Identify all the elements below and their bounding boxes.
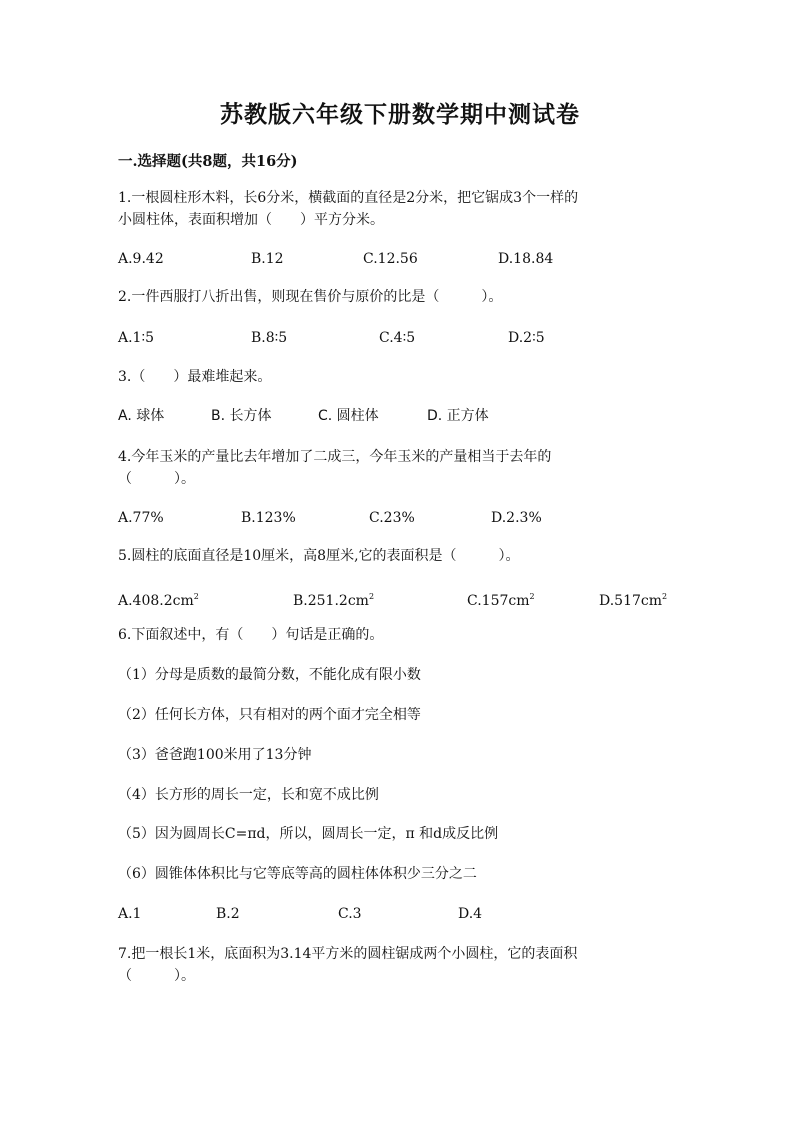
q1-option-a: A.9.42 [118, 251, 164, 267]
question-4-line-1: 4.今年玉米的产量比去年增加了二成三，今年玉米的产量相当于去年的 [118, 449, 552, 465]
q2-option-c: C.4∶5 [379, 330, 416, 346]
q2-option-a: A.1∶5 [118, 330, 155, 346]
section-heading: 一.选择题(共8题，共16分) [118, 153, 298, 170]
square-superscript: 2 [662, 592, 668, 601]
q6-option-b: B.2 [216, 906, 240, 922]
q3-option-a: A. 球体 [118, 408, 165, 424]
question-1-line-1: 1.一根圆柱形木料，长6分米，横截面的直径是2分米，把它锯成3个一样的 [118, 190, 579, 206]
q6-statement-5: （5）因为圆周长C=πd，所以，圆周长一定，π 和d成反比例 [118, 826, 499, 842]
question-1-line-2: 小圆柱体，表面积增加（ ）平方分米。 [118, 212, 384, 228]
q5-option-d-text: D.517cm [599, 593, 663, 609]
question-4-line-2: （ ）。 [118, 471, 195, 487]
q1-option-d: D.18.84 [498, 251, 554, 267]
q6-statement-4: （4）长方形的周长一定，长和宽不成比例 [118, 787, 379, 803]
question-7-line-2: （ ）。 [118, 968, 195, 984]
q4-option-b: B.123% [241, 510, 296, 526]
question-5-line-1: 5.圆柱的底面直径是10厘米，高8厘米,它的表面积是（ ）。 [118, 548, 520, 564]
q4-option-a: A.77% [118, 510, 164, 526]
q5-option-b [293, 587, 374, 611]
q3-option-b: B. 长方体 [211, 408, 272, 424]
q4-option-d: D.2.3% [491, 510, 542, 526]
square-superscript: 2 [368, 592, 375, 601]
square-superscript: 2 [529, 592, 535, 601]
q2-option-b: B.8∶5 [251, 330, 288, 346]
q6-statement-6: （6）圆锥体体积比与它等底等高的圆柱体体积少三分之二 [118, 866, 477, 882]
q3-option-d: D. 正方体 [427, 408, 489, 424]
q5-option-b-text: B.251.2cm [293, 593, 369, 609]
q6-option-c: C.3 [338, 906, 362, 922]
page-title: 苏教版六年级下册数学期中测试卷 [220, 101, 580, 128]
q1-option-c: C.12.56 [363, 251, 418, 267]
q5-option-c [467, 587, 535, 611]
q6-statement-3: （3）爸爸跑100米用了13分钟 [118, 747, 312, 763]
question-7-line-1: 7.把一根长1米，底面积为3.14平方米的圆柱锯成两个小圆柱，它的表面积 [118, 946, 578, 962]
q4-option-c: C.23% [369, 510, 415, 526]
square-superscript: 2 [193, 592, 199, 601]
question-2-line-1: 2.一件西服打八折出售，则现在售价与原价的比是（ ）。 [118, 289, 503, 305]
q6-option-d: D.4 [458, 906, 483, 922]
q5-option-c-text: C.157cm [467, 593, 530, 609]
question-6-line-1: 6.下面叙述中，有（ ）句话是正确的。 [118, 627, 384, 643]
question-3-line-1: 3.（ ）最难堆起来。 [118, 369, 272, 385]
q5-option-a-text: A.408.2cm [118, 593, 194, 609]
q1-option-b: B.12 [251, 251, 284, 267]
q5-option-a [118, 587, 199, 611]
q6-option-a: A.1 [118, 906, 142, 922]
q5-option-d [599, 587, 667, 611]
q3-option-c: C. 圆柱体 [318, 408, 379, 424]
q6-statement-2: （2）任何长方体，只有相对的两个面才完全相等 [118, 707, 421, 723]
q6-statement-1: （1）分母是质数的最简分数，不能化成有限小数 [118, 667, 421, 683]
q2-option-d: D.2∶5 [508, 330, 545, 346]
